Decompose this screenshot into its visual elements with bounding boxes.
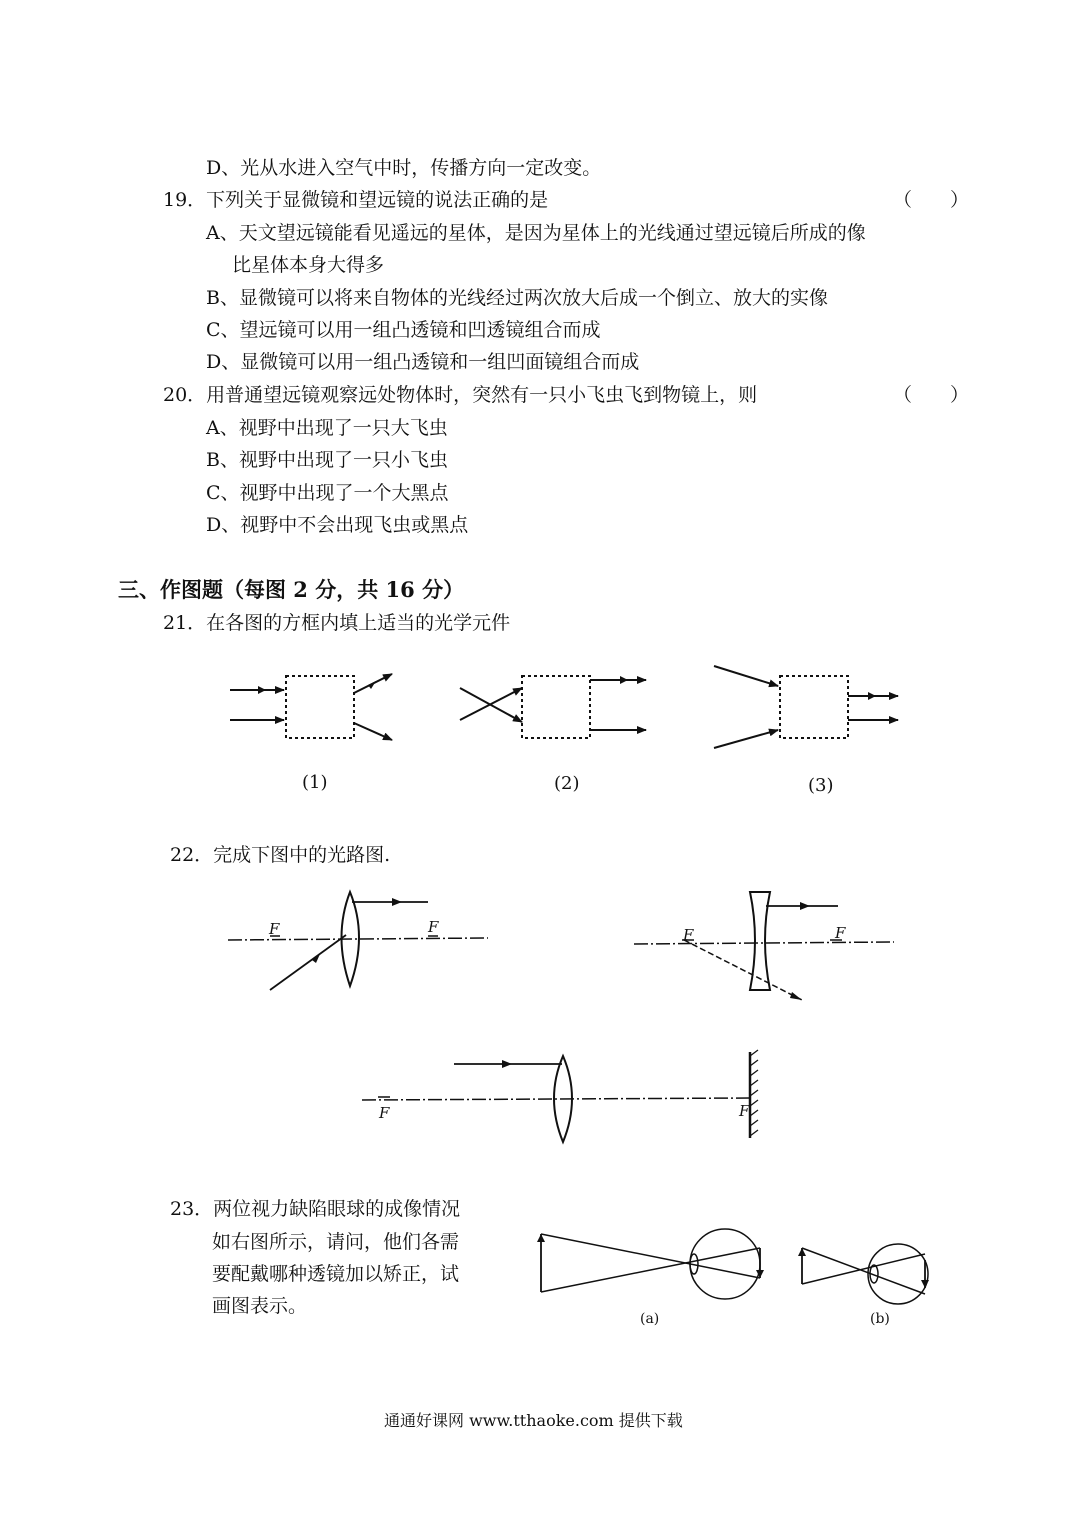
q19-option-d: D、显微镜可以用一组凸透镜和一组凹面镜组合而成 — [206, 351, 640, 373]
q23-eye-b — [798, 1244, 929, 1304]
q20-option-c: C、视野中出现了一个大黑点 — [206, 482, 449, 504]
q21-fig-label-3: (3) — [808, 775, 834, 796]
q22-convex-lens-diagram — [228, 892, 488, 990]
q22-focus-label: F — [835, 924, 846, 942]
q19-stem: 19．下列关于显微镜和望远镜的说法正确的是 — [163, 189, 549, 211]
q21-figure-3 — [714, 666, 898, 748]
page-footer: 通通好课网 www.tthaoke.com 提供下载 — [384, 1411, 683, 1430]
q20-stem: 20．用普通望远镜观察远处物体时，突然有一只小飞虫飞到物镜上，则 — [163, 384, 758, 406]
q21-fig-label-2: (2) — [554, 773, 580, 794]
q19-option-a-cont: 比星体本身大得多 — [232, 254, 385, 276]
q23-fig-label-a: (a) — [640, 1311, 660, 1327]
q19-option-a: A、天文望远镜能看见遥远的星体，是因为星体上的光线通过望远镜后所成的像 — [206, 222, 866, 244]
q23-text-line2: 如右图所示，请问，他们各需 — [212, 1231, 460, 1253]
q19-option-b: B、显微镜可以将来自物体的光线经过两次放大后成一个倒立、放大的实像 — [206, 287, 828, 309]
q19-option-c: C、望远镜可以用一组凸透镜和凹透镜组合而成 — [206, 319, 601, 341]
q20-answer-paren: （ ） — [893, 384, 970, 406]
q20-option-d: D、视野中不会出现飞虫或黑点 — [206, 514, 469, 536]
q22-focus-label: F — [428, 918, 439, 936]
q23-text-line3: 要配戴哪种透镜加以矫正，试 — [212, 1263, 460, 1285]
q21-figure-1 — [230, 674, 392, 740]
q19-answer-paren: （ ） — [893, 189, 970, 211]
q23-eye-a — [537, 1229, 764, 1299]
q23-text-line4: 画图表示。 — [212, 1295, 308, 1317]
q23-fig-label-b: (b) — [870, 1311, 890, 1327]
q22-focus-label: F — [269, 920, 280, 938]
q21-stem: 21．在各图的方框内填上适当的光学元件 — [163, 612, 511, 634]
q21-fig-label-1: (1) — [302, 772, 328, 793]
q18-option-d: D、光从水进入空气中时，传播方向一定改变。 — [206, 157, 602, 179]
section-heading: 三、作图题（每图 2 分，共 16 分） — [118, 577, 465, 602]
q22-concave-lens-diagram — [634, 892, 894, 1000]
q23-text-line1: 23．两位视力缺陷眼球的成像情况 — [170, 1198, 461, 1220]
q21-figures — [0, 650, 1087, 780]
q22-focus-label: F — [739, 1102, 750, 1120]
q22-stem: 22．完成下图中的光路图. — [170, 844, 391, 866]
q20-option-a: A、视野中出现了一只大飞虫 — [206, 417, 448, 439]
q22-focus-label: F — [683, 926, 694, 944]
q22-focus-label: F — [379, 1104, 390, 1122]
q21-figure-2 — [460, 676, 646, 738]
q20-option-b: B、视野中出现了一只小飞虫 — [206, 449, 448, 471]
q22-lens-mirror-diagram — [362, 1050, 758, 1142]
q22-figures — [0, 880, 1087, 1160]
q23-eye-figures — [0, 1220, 1087, 1330]
